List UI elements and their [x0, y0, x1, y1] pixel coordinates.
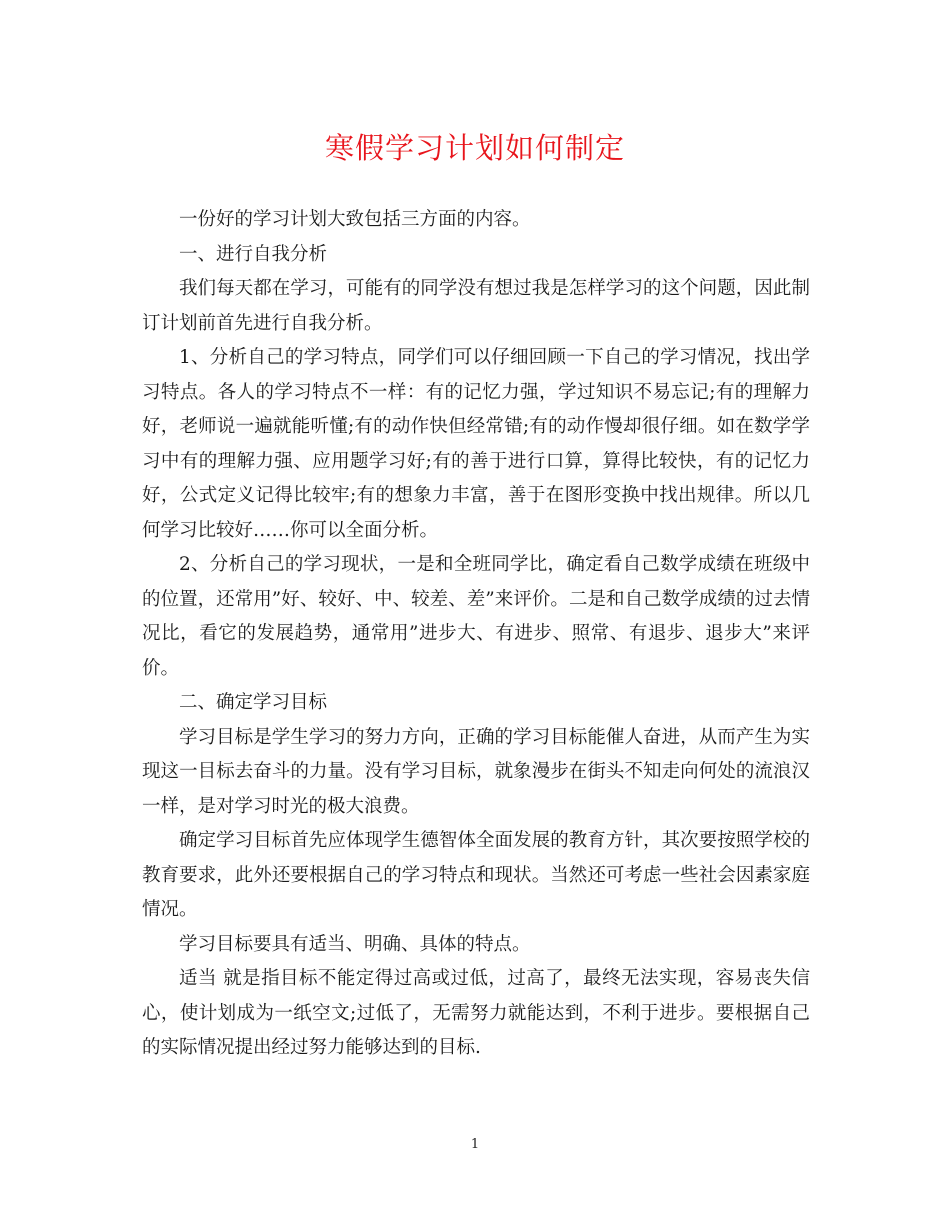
paragraph-intro: 一份好的学习计划大致包括三方面的内容。: [179, 209, 531, 230]
heading-self-analysis: 一、进行自我分析: [179, 243, 328, 265]
paragraph-appropriate-goal: 适当 就是指目标不能定得过高或过低，过高了，最终无法实现，容易丧失信心，使计划成为一纸空文;过低了，无需努力就能达到，不利于进步。要根据自己的实际情况提出经过努力能够达到的目标.: [142, 968, 810, 1058]
document-body: [142, 203, 810, 1066]
paragraph-goal-traits: 学习目标要具有适当、明确、具体的特点。: [179, 933, 531, 955]
paragraph-goal-importance: 学习目标是学生学习的努力方向，正确的学习目标能催人奋进，从而产生为实现这一目标去奋斗的力量。没有学习目标，就象漫步在街头不知走向何处的流浪汉一样，是对学习时光的极大浪费。: [142, 726, 810, 817]
page-number: 1: [470, 1137, 480, 1152]
paragraph-self-analysis: 我们每天都在学习，可能有的同学没有想过我是怎样学习的这个问题，因此制订计划前首先进行自我分析。: [142, 278, 810, 334]
paragraph-learning-traits: 1、分析自己的学习特点，同学们可以仔细回顾一下自己的学习情况，找出学习特点。各人的学习特点不一样：有的记忆力强，学过知识不易忘记;有的理解力好，老师说一遍就能听懂;有的动作快但经常错;有的动作慢却很仔细。如在数学学习中有的理解力强、应用题学习好;有的善于进行口算，算得比较快，有的记忆力好，公式定义记得比较牢;有的想象力丰富，善于在图形变换中找出规律。所以几何学习比较好……你可以全面分析。: [142, 347, 810, 541]
document-title: 寒假学习计划如何制定: [324, 131, 625, 165]
paragraph-goal-setting: 确定学习目标首先应体现学生德智体全面发展的教育方针，其次要按照学校的教育要求，此外还要根据自己的学习特点和现状。当然还可考虑一些社会因素家庭情况。: [142, 830, 810, 920]
paragraph-learning-status: 2、分析自己的学习现状，一是和全班同学比，确定看自己数学成绩在班级中的位置，还常用”好、较好、中、较差、差”来评价。二是和自己数学成绩的过去情况比，看它的发展趋势，通常用”进步大、有进步、照常、有退步、退步大”来评价。: [142, 554, 810, 679]
heading-learning-goals: 二、确定学习目标: [179, 692, 328, 713]
